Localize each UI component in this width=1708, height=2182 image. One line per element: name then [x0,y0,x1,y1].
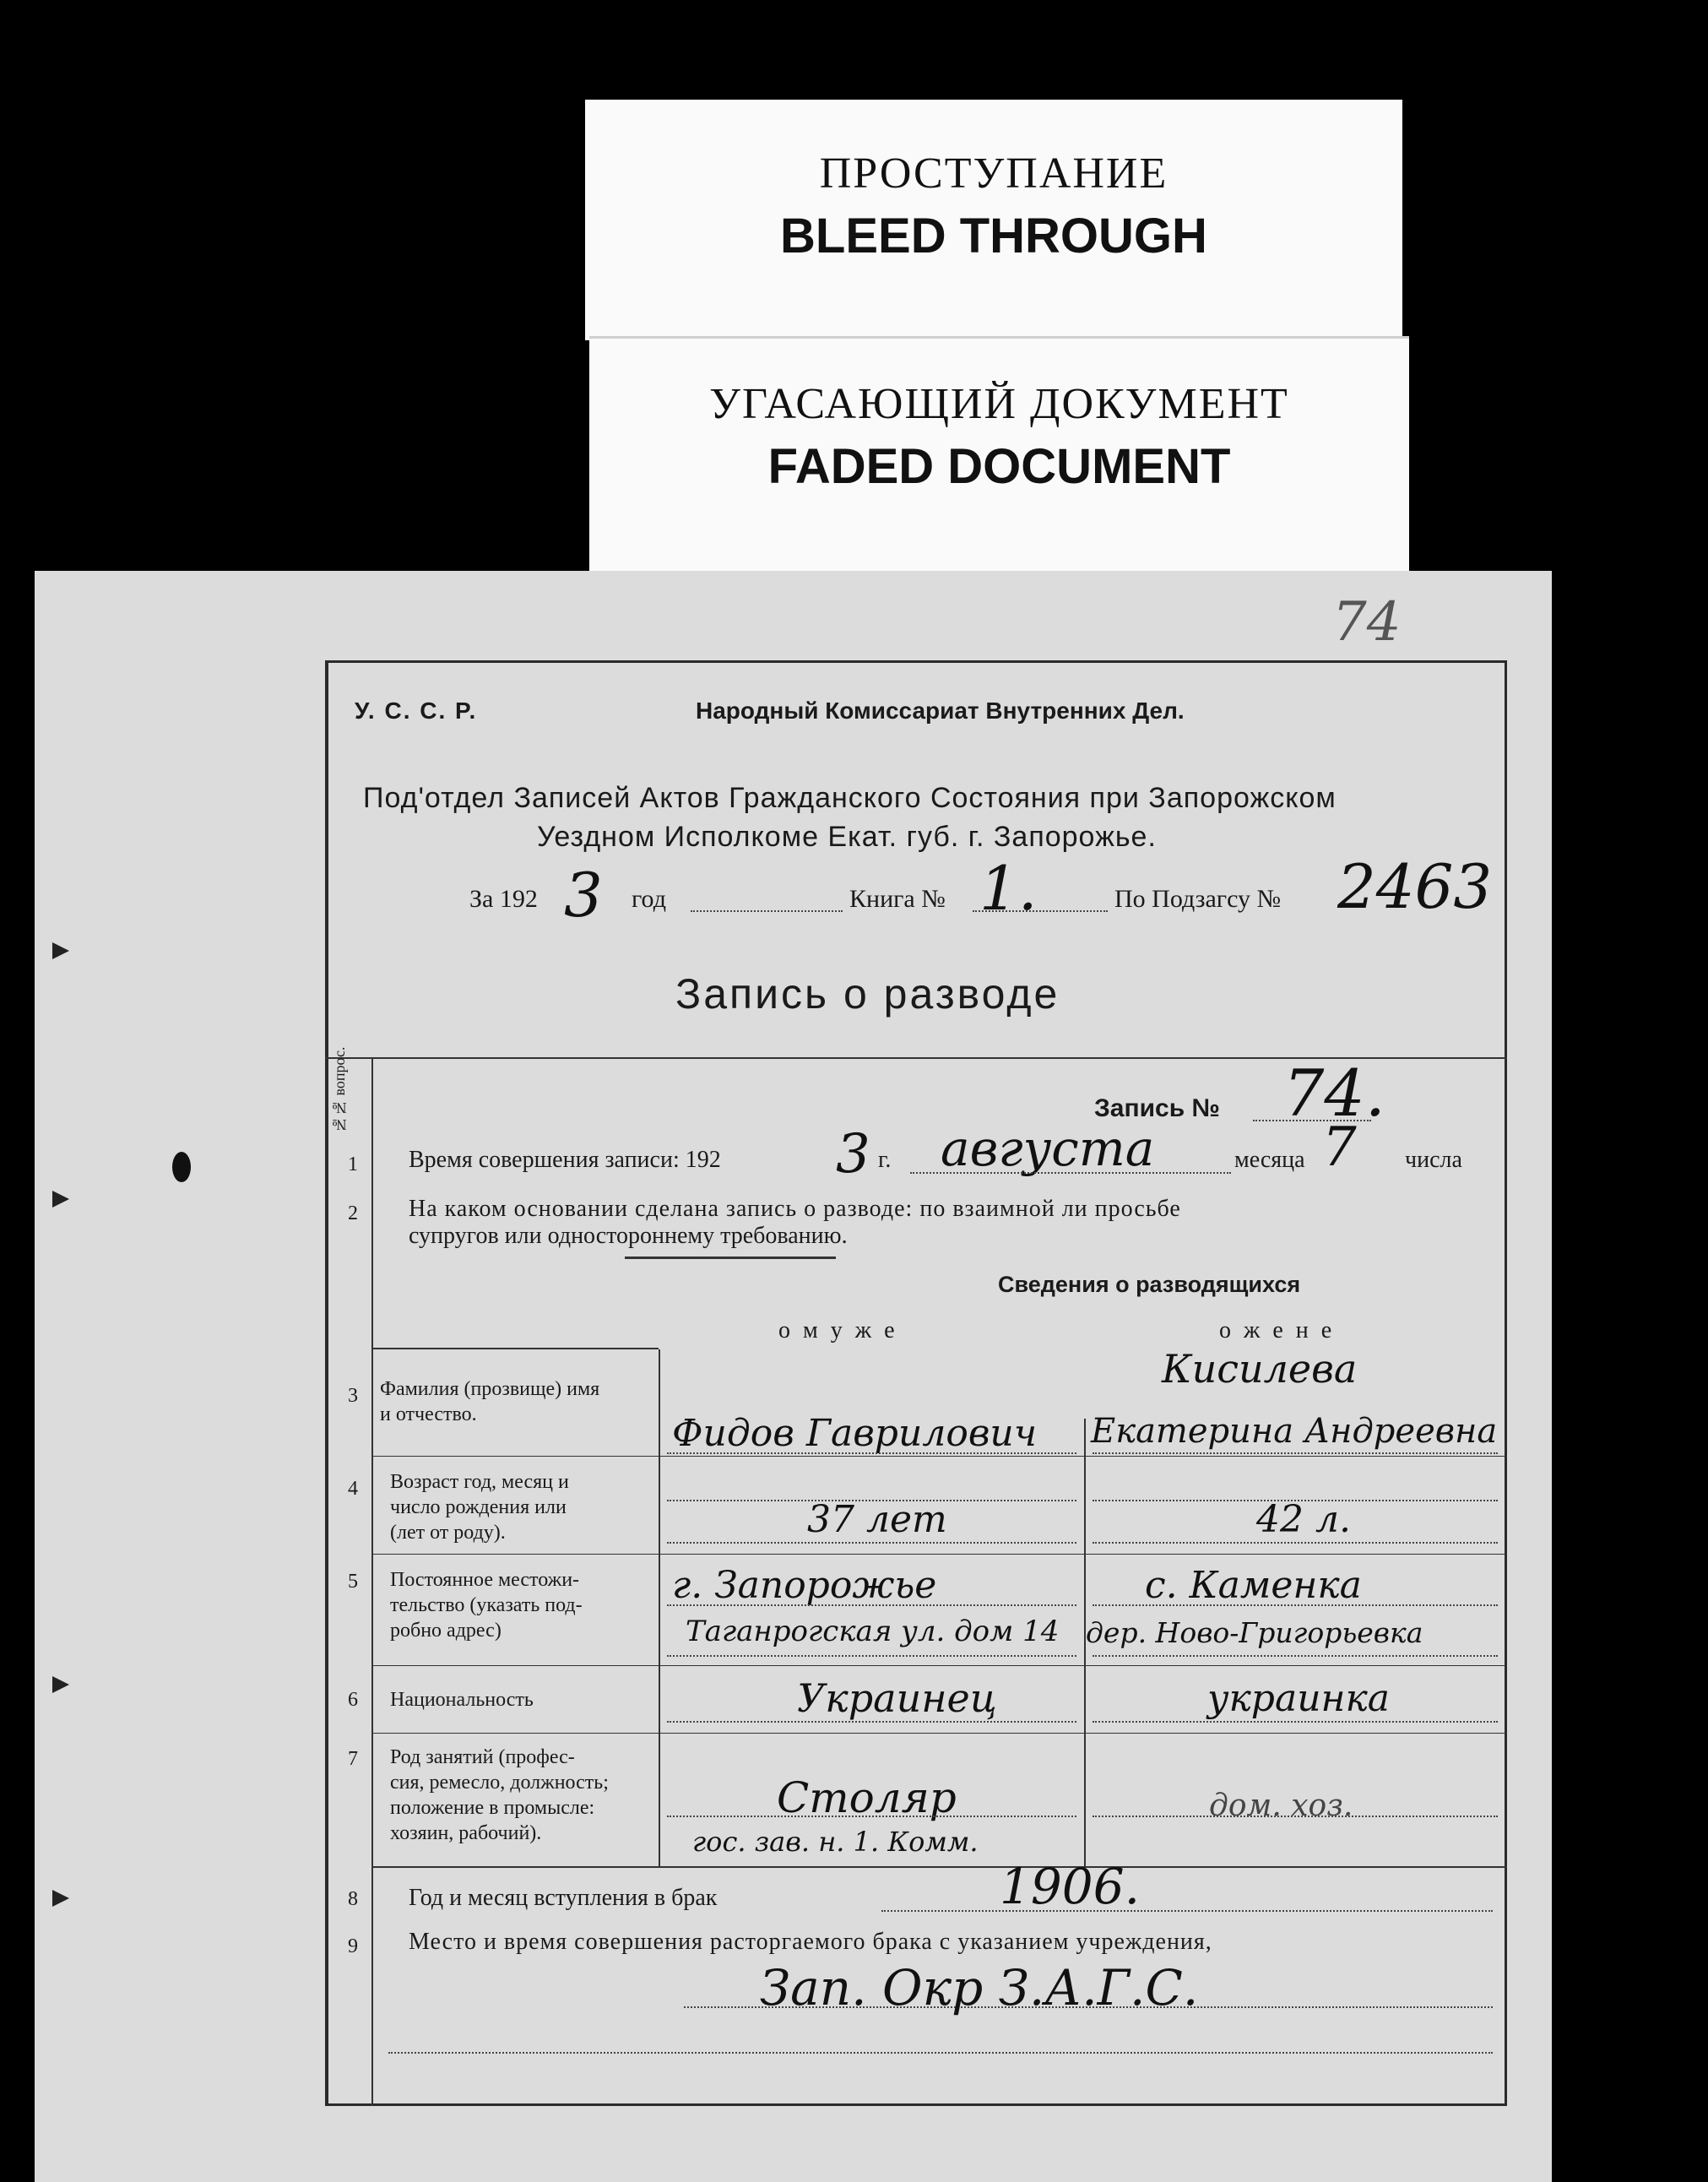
row2-line2: супругов или одностороннему требованию. [409,1223,848,1249]
row5-rule [371,1665,1507,1666]
marriage-year: 1906. [1000,1858,1141,1915]
row-number: 8 [348,1888,358,1910]
bleed-through-en: BLEED THROUGH [780,209,1207,263]
row3-label: Фамилия (прозвище) имя и отчество. [380,1378,600,1425]
row1-day: 7 [1322,1116,1357,1179]
binding-mark [52,1676,69,1693]
husband-occupation-2: гос. зав. н. 1. Комм. [692,1826,979,1858]
punch-hole [172,1152,191,1182]
bleed-through-notice [585,100,1402,340]
husband-nationality: Украинец [797,1675,997,1721]
wife-header: о ж е н е [1219,1317,1336,1343]
row6-label: Национальность [390,1689,534,1711]
row1-month-label: месяца [1234,1147,1305,1173]
row1-month: августа [941,1120,1155,1177]
husband-address: г. Запорожье [672,1564,937,1607]
row5-dots-a [667,1604,1076,1606]
row2-underline [625,1257,836,1259]
wife-address-2: дер. Ново-Григорьевка [1086,1616,1423,1649]
row-number: 3 [348,1385,358,1407]
faded-document-ru: УГАСАЮЩИЙ ДОКУМЕНТ [709,380,1289,428]
subzags-label: По Подзагсу № [1114,885,1282,913]
row8-label: Год и месяц вступления в брак [409,1885,718,1911]
label-column-rule [659,1349,660,1866]
subzags-number: 2463 [1337,851,1493,922]
row6-dots-b [1093,1721,1498,1723]
wife-occupation: дом. хоз. [1209,1788,1353,1823]
persons-title: Сведения о разводящихся [998,1272,1301,1297]
year-dots [691,910,843,912]
record-label: Запись № [1094,1094,1220,1122]
row7-dots-b [1093,1816,1498,1817]
marriage-place: Зап. Окр З.А.Г.С. [760,1959,1199,2016]
subdept-line1: Под'отдел Записей Актов Гражданского Состояния при Запорожском [363,782,1337,814]
record-number: 74. [1283,1056,1385,1131]
row8-dots [881,1910,1493,1912]
row1-dots [910,1172,1231,1174]
row7-label: Род занятий (профес- сия, ремесло, должность; положение в промысле: хозяин, рабочий). [390,1746,609,1844]
wife-address: с. Каменка [1145,1564,1362,1607]
row2-line1: На каком основании сделана запись о разводе: по взаимной ли просьбе [409,1196,1181,1222]
row3-wife-dots [1093,1452,1498,1454]
ussr-label: У. С. С. Р. [355,697,478,724]
row9-line1: Место и время совершения расторгаемого брака с указанием учреждения, [409,1929,1212,1955]
row1-day-label: числа [1405,1147,1462,1173]
book-dots [973,910,1108,912]
row4-dots-c [667,1542,1076,1544]
subdept-line2: Уездном Исполкоме Екат. губ. г. Запорожье. [537,821,1157,853]
commissariat-label: Народный Комиссариат Внутренних Дел. [696,697,1185,724]
row-number: 4 [348,1478,358,1500]
book-number: 1. [979,853,1038,924]
book-label: Книга № [849,885,946,913]
row-number: 2 [348,1202,358,1224]
faded-document-en: FADED DOCUMENT [767,439,1231,494]
corner-mark: 74 [1332,591,1402,654]
number-column-rule [371,1057,373,2106]
husband-header: о м у ж е [778,1317,898,1343]
row-number: 9 [348,1935,358,1957]
faded-document-notice [589,336,1409,572]
row-number: 6 [348,1689,358,1711]
row9-dots-2 [388,2052,1493,2054]
question-number-header: №№ вопрос. [331,1046,348,1133]
wife-age: 42 л. [1256,1498,1351,1541]
row5-dots-d [1093,1655,1498,1657]
row1-year-digit: 3 [836,1123,870,1186]
row4-rule [371,1554,1507,1555]
binding-mark [52,1191,69,1208]
husband-occupation: Столяр [777,1773,957,1822]
persons-bottom-rule [371,1866,1507,1868]
husband-name: Фидов Гаврилович [672,1412,1038,1455]
year-label: За 192 [469,885,538,913]
husband-age: 37 лет [807,1498,947,1541]
wife-nationality: украинка [1207,1677,1391,1720]
row-number: 7 [348,1748,358,1770]
row6-dots-a [667,1721,1076,1723]
persons-rule [371,1348,659,1349]
year-digit: 3 [564,860,603,931]
row5-dots-c [667,1655,1076,1657]
row6-rule [371,1733,1507,1734]
row-number: 5 [348,1571,358,1593]
row3-rule [371,1456,1507,1457]
binding-mark [52,1890,69,1907]
husband-address-2: Таганрогская ул. дом 14 [686,1615,1060,1648]
form-title: Запись о разводе [675,970,1060,1018]
bleed-through-ru: ПРОСТУПАНИЕ [819,149,1168,198]
row1-label: Время совершения записи: 192 [409,1147,721,1173]
row7-dots-a [667,1816,1076,1817]
year-suffix: год [632,885,666,913]
row5-dots-b [1093,1604,1498,1606]
wife-name: Екатерина Андреевна [1091,1412,1498,1451]
binding-mark [52,942,69,959]
row4-dots-d [1093,1542,1498,1544]
wife-surname: Кисилева [1162,1346,1358,1392]
row-number: 1 [348,1153,358,1175]
row4-label: Возраст год, месяц и число рождения или (лет от роду). [390,1471,569,1544]
row1-g: г. [878,1147,892,1173]
row3-husband-dots [667,1452,1076,1454]
row5-label: Постоянное местожи- тельство (указать под- робно адрес) [390,1569,583,1642]
